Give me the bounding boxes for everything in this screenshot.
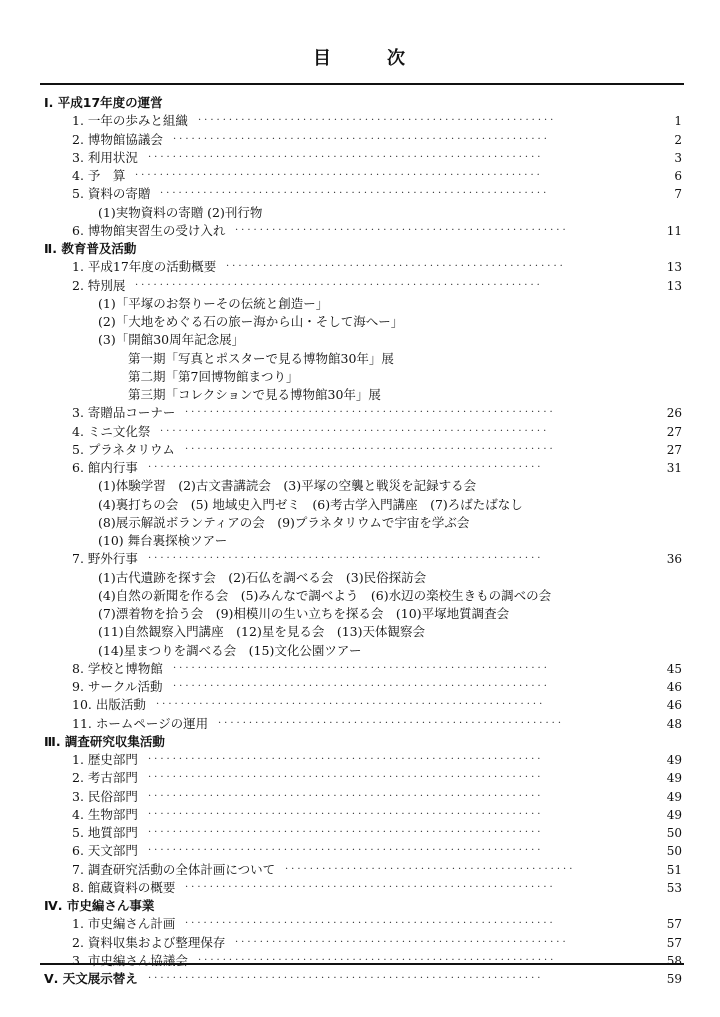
toc-page-number: 57 [666, 935, 682, 950]
dot-leader: ···························································· [185, 407, 556, 419]
dot-leader: ······························································· [160, 188, 550, 200]
toc-entry [0, 350, 720, 368]
toc-entry [0, 879, 720, 897]
toc-page-number: 53 [666, 880, 682, 895]
toc-entry-label: 1. 平成17年度の活動概要 [72, 259, 217, 275]
toc-entry-label: (7)漂着物を拾う会 (9)相模川の生い立ちを探る会 (10)平塚地質調査会 [98, 606, 510, 621]
toc-entry [0, 842, 720, 860]
toc-page-number: 26 [666, 406, 682, 421]
toc-entry [0, 569, 720, 587]
toc-entry-label: (1)体験学習 (2)古文書講読会 (3)平塚の空襲と戦災を記録する会 [98, 478, 477, 494]
toc-page-number: 49 [666, 771, 682, 786]
toc-entry [0, 204, 720, 222]
toc-page-number: 49 [666, 807, 682, 822]
toc-page-number: 6 [674, 169, 682, 183]
toc-entry-label: 8. 学校と博物館 [72, 660, 163, 676]
toc-page-number: 27 [666, 442, 682, 457]
toc-entry [0, 423, 720, 441]
dot-leader: ·································································· [135, 170, 543, 181]
dot-leader: ····························································· [173, 133, 550, 145]
toc-entry-label: 2. 資料収集および整理保存 [72, 934, 226, 950]
toc-entry-label: 5. 地質部門 [72, 825, 138, 840]
toc-entry [0, 404, 720, 422]
toc-entry-label: 2. 特別展 [72, 277, 126, 293]
toc-entry-label: 6. 博物館実習生の受け入れ [72, 222, 226, 238]
toc-entry [0, 769, 720, 787]
toc-entry-label: 10. 出版活動 [72, 697, 146, 713]
toc-entry [0, 934, 720, 952]
toc-entry-label: 3. 民俗部門 [72, 788, 138, 804]
toc-entry-label: Ⅴ. 天文展示替え [44, 971, 138, 986]
toc-page-number: 2 [674, 132, 682, 147]
toc-entry [0, 295, 720, 313]
toc-entry-label: 8. 館蔵資料の概要 [72, 879, 176, 895]
dot-leader: ···························································· [185, 443, 556, 455]
toc-entry-label: (1)古代遺跡を探す会 (2)石仏を調べる会 (3)民俗探訪会 [98, 569, 427, 585]
toc-page-number: 57 [666, 917, 682, 932]
toc-entry-label: 1. 市史編さん計画 [72, 916, 176, 932]
toc-entry-label: (14)星まつりを調べる会 (15)文化公園ツアー [98, 642, 362, 658]
toc-page-number: 59 [666, 972, 682, 986]
toc-entry-label: 7. 野外行事 [72, 551, 138, 567]
toc-page-number: 48 [666, 716, 682, 731]
toc-entry [0, 459, 720, 477]
toc-entry-label: 5. プラネタリウム [72, 441, 175, 457]
toc-entry-label: 第二期「第7回博物館まつり」 [128, 368, 299, 384]
dot-leader: ······························································· [160, 425, 550, 437]
toc-entry [0, 587, 720, 605]
table-of-contents [0, 94, 720, 988]
toc-entry-label: 2. 考古部門 [72, 770, 138, 786]
toc-entry [0, 678, 720, 696]
toc-entry [0, 441, 720, 459]
toc-entry [0, 167, 720, 185]
toc-page-number: 49 [666, 789, 682, 804]
toc-entry [0, 313, 720, 331]
dot-leader: ································································ [148, 808, 544, 820]
toc-entry-label: (11)自然観察入門講座 (12)星を見る会 (13)天体観察会 [98, 624, 425, 640]
bottom-rule [40, 963, 684, 965]
toc-entry-label: 第一期「写真とポスターで見る博物館30年」展 [128, 350, 394, 366]
dot-leader: ································································ [148, 772, 544, 784]
toc-entry-label: 第三期「コレクションで見る博物館30年」展 [128, 387, 381, 402]
toc-entry [0, 222, 720, 240]
toc-page-number: 7 [674, 187, 682, 202]
dot-leader: ······················································· [226, 261, 566, 273]
dot-leader: ···························································· [185, 918, 556, 930]
toc-entry [0, 660, 720, 678]
toc-page-number: 13 [666, 278, 682, 293]
toc-entry-label: 2. 博物館協議会 [72, 131, 163, 147]
dot-leader: ································································ [148, 151, 544, 163]
toc-entry-label: 7. 調査研究活動の全体計画について [72, 861, 276, 877]
toc-entry [0, 751, 720, 769]
toc-entry [0, 149, 720, 167]
toc-section-heading [0, 94, 720, 112]
toc-entry-label: 3. 寄贈品コーナー [72, 405, 176, 421]
toc-entry [0, 277, 720, 295]
toc-section-heading [0, 970, 720, 988]
toc-entry [0, 642, 720, 660]
toc-page-number: 58 [666, 953, 682, 968]
toc-entry-label: (4)自然の新聞を作る会 (5)みんなで調べよう (6)水辺の楽校生きもの調べの会 [98, 587, 552, 603]
toc-page-number: 49 [666, 753, 682, 767]
toc-entry [0, 861, 720, 879]
toc-entry [0, 824, 720, 842]
dot-leader: ·························································· [198, 954, 557, 966]
toc-entry [0, 496, 720, 514]
toc-entry-label: 1. 歴史部門 [72, 752, 138, 767]
dot-leader: ·························································· [198, 115, 557, 127]
dot-leader: ································································ [148, 553, 544, 565]
toc-page-number: 50 [666, 844, 682, 859]
toc-entry-label: (3)「開館30周年記念展」 [98, 332, 245, 348]
toc-entry-label: (8)展示解説ボランティアの会 (9)プラネタリウムで宇宙を学ぶ会 [98, 514, 470, 530]
dot-leader: ································································ [148, 973, 544, 984]
toc-page-number: 3 [674, 150, 682, 165]
dot-leader: ····························································· [173, 662, 550, 674]
toc-page-number: 36 [666, 552, 682, 567]
toc-entry [0, 623, 720, 641]
toc-entry-label: (4)裏打ちの会 (5) 地域史入門ゼミ (6)考古学入門講座 (7)ろばたばなし [98, 496, 523, 512]
toc-page-number: 46 [666, 698, 682, 713]
toc-entry-label: Ⅲ. 調査研究収集活動 [44, 733, 165, 749]
toc-page-number: 31 [666, 461, 682, 475]
dot-leader: ································································ [148, 462, 544, 473]
dot-leader: ······················································ [235, 224, 569, 236]
dot-leader: ································································ [148, 827, 544, 838]
toc-page-number: 1 [674, 114, 682, 129]
toc-entry [0, 331, 720, 349]
dot-leader: ································································ [148, 754, 544, 765]
toc-entry-label: (10) 舞台裏探検ツアー [98, 533, 228, 548]
toc-entry-label: Ⅳ. 市史編さん事業 [44, 898, 155, 913]
toc-entry [0, 806, 720, 824]
toc-entry [0, 605, 720, 623]
toc-page-number: 11 [666, 223, 682, 238]
toc-entry-label: 4. 生物部門 [72, 806, 138, 822]
toc-page-number: 27 [666, 424, 682, 439]
dot-leader: ··············································· [285, 863, 576, 875]
toc-section-heading [0, 240, 720, 258]
toc-entry [0, 915, 720, 933]
toc-entry [0, 715, 720, 733]
toc-page-number: 51 [666, 862, 682, 877]
toc-section-heading [0, 733, 720, 751]
toc-entry [0, 696, 720, 714]
page-title-char-2: 次 [387, 48, 407, 69]
toc-entry [0, 532, 720, 550]
page-title [0, 44, 720, 70]
toc-entry-label: 5. 資料の寄贈 [72, 186, 151, 202]
toc-entry-label: 6. 天文部門 [72, 843, 138, 859]
toc-entry [0, 550, 720, 568]
toc-entry-label: Ⅰ. 平成17年度の運営 [44, 95, 163, 110]
toc-page-number: 46 [666, 680, 682, 694]
dot-leader: ······························································· [156, 699, 546, 711]
dot-leader: ·································································· [135, 279, 543, 291]
toc-entry [0, 514, 720, 532]
toc-entry-label: 4. 予 算 [72, 168, 126, 183]
toc-entry [0, 131, 720, 149]
toc-entry [0, 477, 720, 495]
page-title-char-1: 目 [313, 48, 333, 69]
dot-leader: ···························································· [185, 881, 556, 893]
dot-leader: ································································ [148, 845, 544, 857]
toc-entry [0, 788, 720, 806]
toc-page-number: 45 [666, 661, 682, 676]
toc-page-number: 50 [666, 826, 682, 840]
dot-leader: ······················································ [235, 936, 569, 948]
toc-entry-label: Ⅱ. 教育普及活動 [44, 241, 137, 256]
toc-entry-label: 1. 一年の歩みと組織 [72, 113, 188, 129]
dot-leader: ····························································· [173, 681, 550, 692]
toc-entry [0, 368, 720, 386]
toc-entry-label: 3. 市史編さん協議会 [72, 952, 188, 968]
toc-entry-label: 4. ミニ文化祭 [72, 423, 151, 439]
toc-entry [0, 112, 720, 130]
toc-entry [0, 386, 720, 404]
toc-entry-label: (2)「大地をめぐる石の旅ー海から山・そして海へー」 [98, 314, 404, 329]
toc-section-heading [0, 897, 720, 915]
toc-entry [0, 258, 720, 276]
toc-entry-label: 11. ホームページの運用 [72, 715, 209, 731]
toc-entry-label: 3. 利用状況 [72, 149, 138, 165]
toc-entry-label: (1)「平塚のお祭りーその伝統と創造ー」 [98, 295, 329, 311]
toc-entry [0, 185, 720, 203]
toc-page-number: 13 [666, 260, 682, 275]
toc-entry-label: 6. 館内行事 [72, 460, 138, 475]
toc-entry-label: (1)実物資料の寄贈 (2)刊行物 [98, 204, 263, 220]
dot-leader: ························································ [218, 717, 565, 729]
top-rule [40, 83, 684, 85]
toc-entry-label: 9. サークル活動 [72, 679, 163, 694]
toc-entry [0, 952, 720, 970]
dot-leader: ································································ [148, 790, 544, 802]
